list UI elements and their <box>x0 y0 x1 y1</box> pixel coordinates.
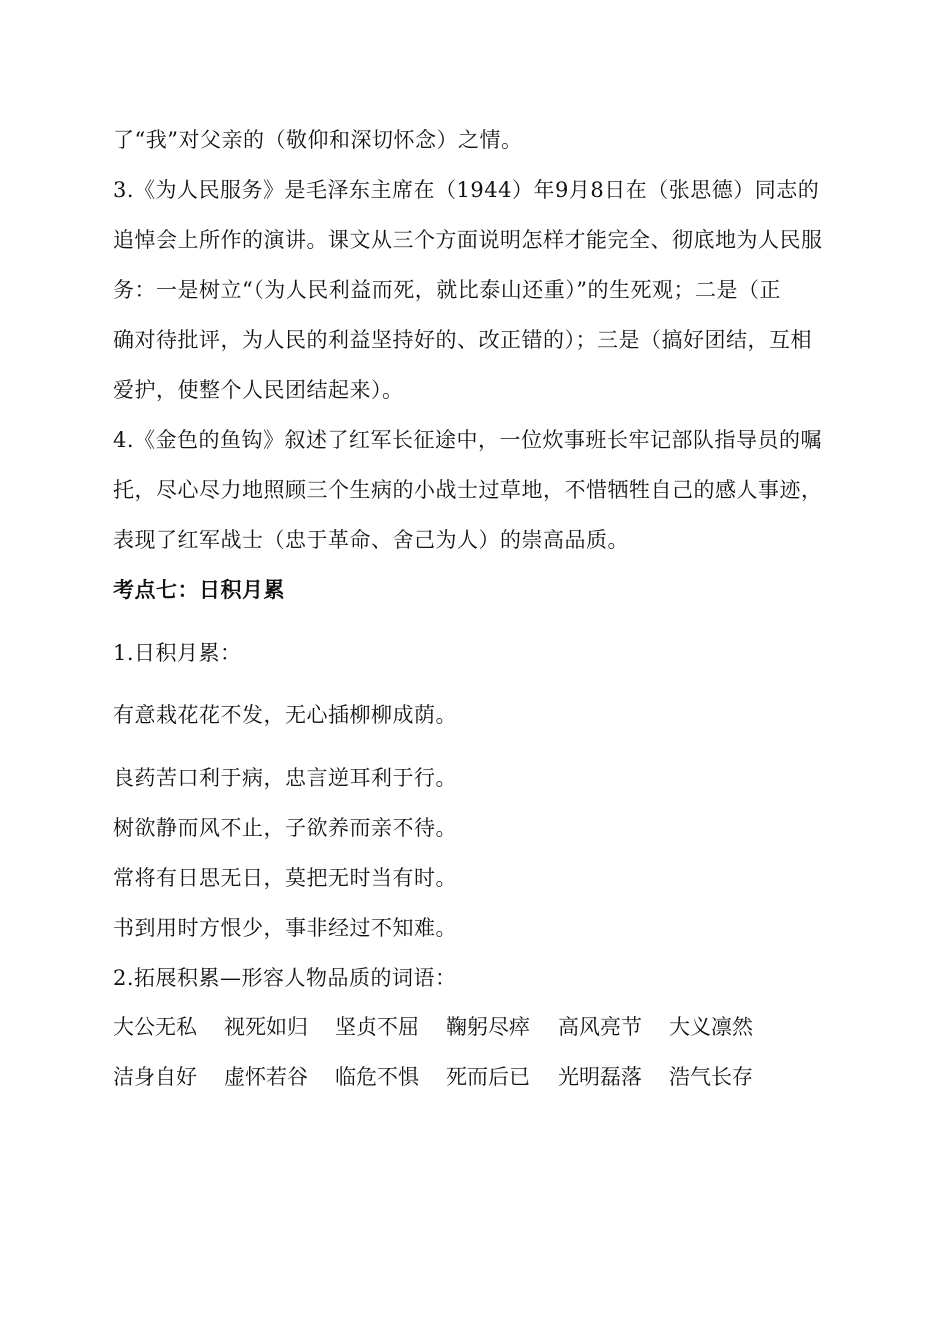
word: 光明磊落 <box>558 1065 642 1089</box>
word: 鞠躬尽瘁 <box>446 1015 530 1039</box>
paragraph-line-3: 追悼会上所作的演讲。课文从三个方面说明怎样才能完全、彻底地为人民服 <box>113 228 823 252</box>
word: 临危不惧 <box>335 1065 419 1089</box>
paragraph-line-4: 务：一是树立“（为人民利益而死，就比泰山还重）”的生死观；二是（正 <box>113 278 781 302</box>
word: 大义凛然 <box>669 1015 753 1039</box>
paragraph-line-1: 了“我”对父亲的（敬仰和深切怀念）之情。 <box>113 128 523 152</box>
words-row-1 <box>113 1012 813 1042</box>
paragraph-line-2: 3.《为人民服务》是毛泽东主席在（1944）年9月8日在（张思德）同志的 <box>113 178 820 202</box>
proverb-2: 良药苦口利于病，忠言逆耳利于行。 <box>113 766 457 790</box>
item1-label: 1.日积月累： <box>113 641 242 665</box>
word: 高风亮节 <box>558 1015 642 1039</box>
paragraph-line-6: 爱护，使整个人民团结起来）。 <box>113 378 404 402</box>
proverb-4: 常将有日思无日，莫把无时当有时。 <box>113 866 457 890</box>
word: 虚怀若谷 <box>224 1065 308 1089</box>
proverb-1: 有意栽花花不发，无心插柳柳成荫。 <box>113 703 457 727</box>
section-heading: 考点七：日积月累 <box>113 578 285 602</box>
word: 坚贞不屈 <box>335 1015 419 1039</box>
paragraph-line-8: 托，尽心尽力地照顾三个生病的小战士过草地，不惜牺牲自己的感人事迹， <box>113 478 823 502</box>
proverb-5: 书到用时方恨少，事非经过不知难。 <box>113 916 457 940</box>
word: 死而后已 <box>446 1065 530 1089</box>
words-row-2 <box>113 1062 813 1092</box>
item2-label: 2.拓展积累—形容人物品质的词语： <box>113 966 457 990</box>
word: 浩气长存 <box>669 1065 753 1089</box>
proverb-3: 树欲静而风不止，子欲养而亲不待。 <box>113 816 457 840</box>
word: 洁身自好 <box>113 1065 197 1089</box>
paragraph-line-5: 确对待批评，为人民的利益坚持好的、改正错的）；三是（搞好团结，互相 <box>113 328 812 352</box>
paragraph-line-9: 表现了红军战士（忠于革命、舍己为人）的崇高品质。 <box>113 528 629 552</box>
paragraph-line-7: 4.《金色的鱼钩》叙述了红军长征途中，一位炊事班长牢记部队指导员的嘱 <box>113 428 823 452</box>
word: 大公无私 <box>113 1015 197 1039</box>
word: 视死如归 <box>224 1015 308 1039</box>
